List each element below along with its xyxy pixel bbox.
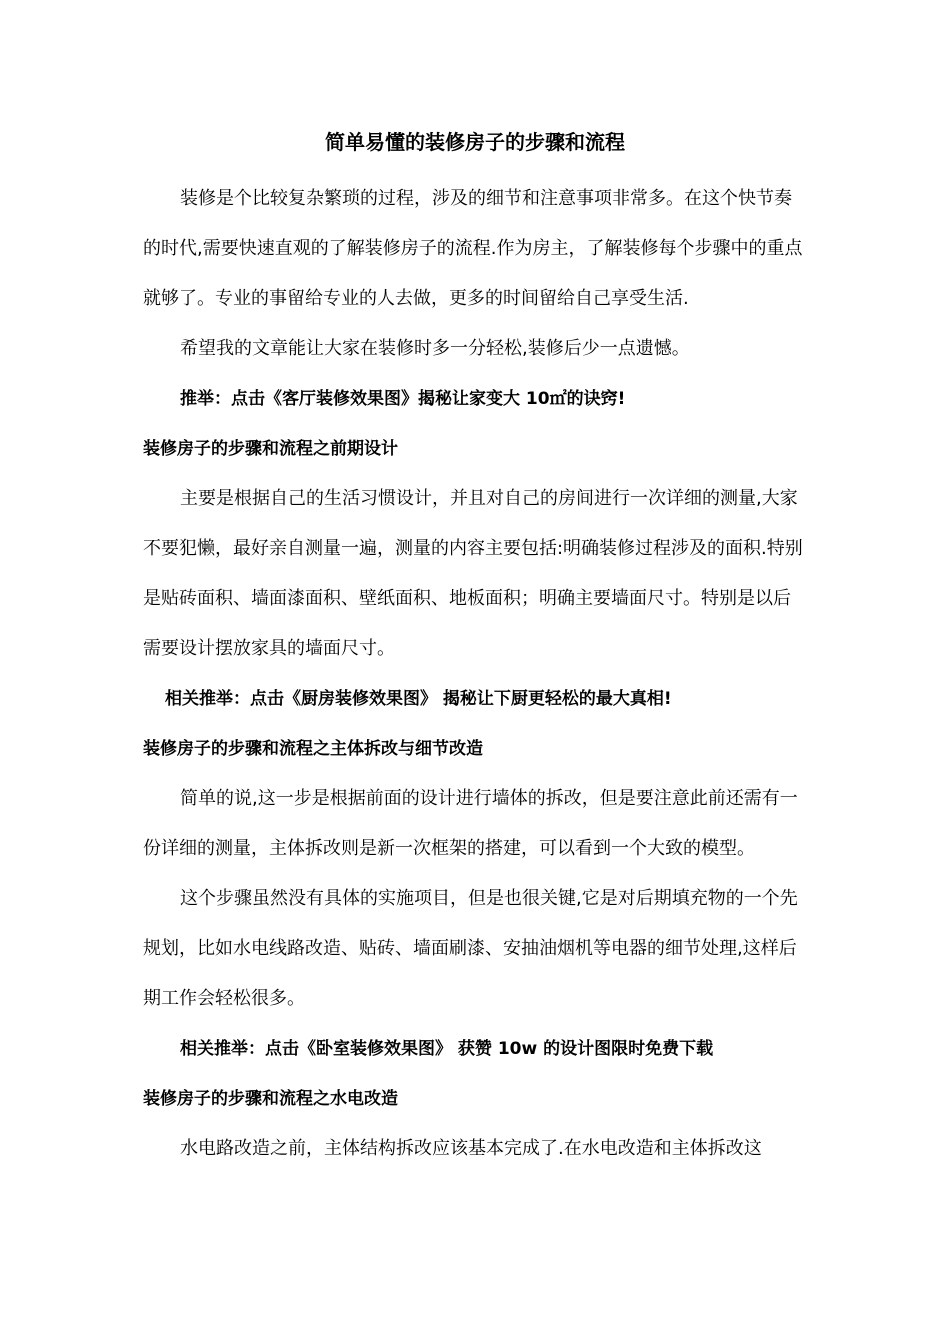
recommendation-kitchen: 相关推举：点击《厨房装修效果图》 揭秘让下厨更轻松的最大真相! — [165, 689, 672, 709]
section-heading-design: 装修房子的步骤和流程之前期设计 — [143, 439, 398, 459]
recommendation-living-room: 推举：点击《客厅装修效果图》揭秘让家变大 10㎡的诀窍! — [180, 389, 626, 409]
section-heading-demolition: 装修房子的步骤和流程之主体拆改与细节改造 — [143, 739, 483, 759]
recommendation-bedroom: 相关推举：点击《卧室装修效果图》 获赞 10w 的设计图限时免费下载 — [180, 1039, 714, 1059]
document-title: 简单易懂的装修房子的步骤和流程 — [325, 130, 625, 154]
intro-paragraph-2: 希望我的文章能让大家在装修时多一分轻松,装修后少一点遗憾。 — [180, 338, 690, 359]
intro-paragraph-1: 装修是个比较复杂繁琐的过程，涉及的细节和注意事项非常多。在这个快节奏的时代,需要快速直观的了解装修房子的流程.作为房主，了解装修每个步骤中的重点就够了。专业的事留给专业的人去做，更多的时间留给自己享受生活. — [143, 188, 803, 309]
section-demolition-paragraph-1: 简单的说,这一步是根据前面的设计进行墙体的拆改，但是要注意此前还需有一份详细的测量，主体拆改则是新一次框架的搭建，可以看到一个大致的模型。 — [143, 788, 798, 859]
section-design-paragraph: 主要是根据自己的生活习惯设计，并且对自己的房间进行一次详细的测量,大家不要犯懒，最好亲自测量一遍，测量的内容主要包括:明确装修过程涉及的面积.特别是贴砖面积、墙面漆面积、壁纸面积、地板面积；明确主要墙面尺寸。特别是以后需要设计摆放家具的墙面尺寸。 — [143, 488, 803, 659]
section-heading-plumbing-electrical: 装修房子的步骤和流程之水电改造 — [143, 1089, 398, 1109]
section-demolition-paragraph-2: 这个步骤虽然没有具体的实施项目，但是也很关键,它是对后期填充物的一个先规划，比如水电线路改造、贴砖、墙面刷漆、安抽油烟机等电器的细节处理,这样后期工作会轻松很多。 — [143, 888, 798, 1009]
document-page — [143, 130, 807, 1174]
section-plumbing-paragraph: 水电路改造之前，主体结构拆改应该基本完成了.在水电改造和主体拆改这 — [180, 1138, 762, 1159]
